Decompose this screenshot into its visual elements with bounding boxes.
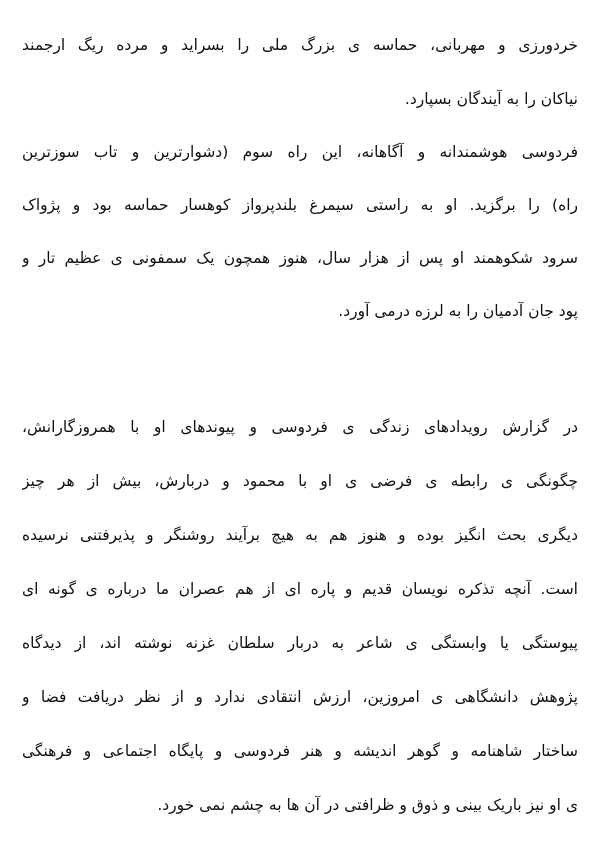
text-line: پیوستگی یا وابستگی ی شاعر به دربار سلطان غزنه نوشته اند، از دیدگاه [22,634,578,652]
text-line: در گزارش رویدادهای زندگی ی فردوسی و پیوندهای او با همروزگارانش، [22,418,578,436]
text-line: دیگری بحث انگیز بوده و هنوز هم به هیچ برآیند روشنگر و پذیرفتنی نرسیده [22,526,578,544]
text-line: نیاکان را به آیندگان بسپارد. [404,90,578,108]
text-line: فردوسی هوشمندانه و آگاهانه، این راه سوم (دشوارترین و تاب سوزترین [22,143,578,161]
text-line: پژوهش دانشگاهی ی امروزین، ارزش انتقادی ندارد و از نظر دریافت فضا و [22,688,578,706]
text-line: سرود شکوهمند او پس از هزار سال، هنوز همچون یک سمفونی ی عظیم تار و [22,249,578,267]
text-line: چگونگی ی رابطه ی فرضی ی او با محمود و دربارش، بیش از هر چیز [22,472,578,490]
text-line: است. آنچه تذکره نویسان قدیم و پاره ای از هم عصران ما درباره ی گونه ای [22,580,578,598]
text-line: خردورزی و مهربانی، حماسه ی بزرگ ملی را بسراید و مرده ریگ ارجمند [22,36,578,54]
text-line: ساختار شاهنامه و گوهر اندیشه و هنر فردوسی و پایگاه اجتماعی و فرهنگی [22,742,578,760]
text-line: ی او نیز باریک بینی و ذوق و ظرافتی در آن ها به چشم نمی خورد. [157,796,578,814]
text-line: راه) را برگزید. او به راستی سیمرغ بلندپرواز کوهسار حماسه بود و پژواک [22,196,578,214]
text-line: پود جان آدمیان را به لرزه درمی آورد. [338,302,578,320]
